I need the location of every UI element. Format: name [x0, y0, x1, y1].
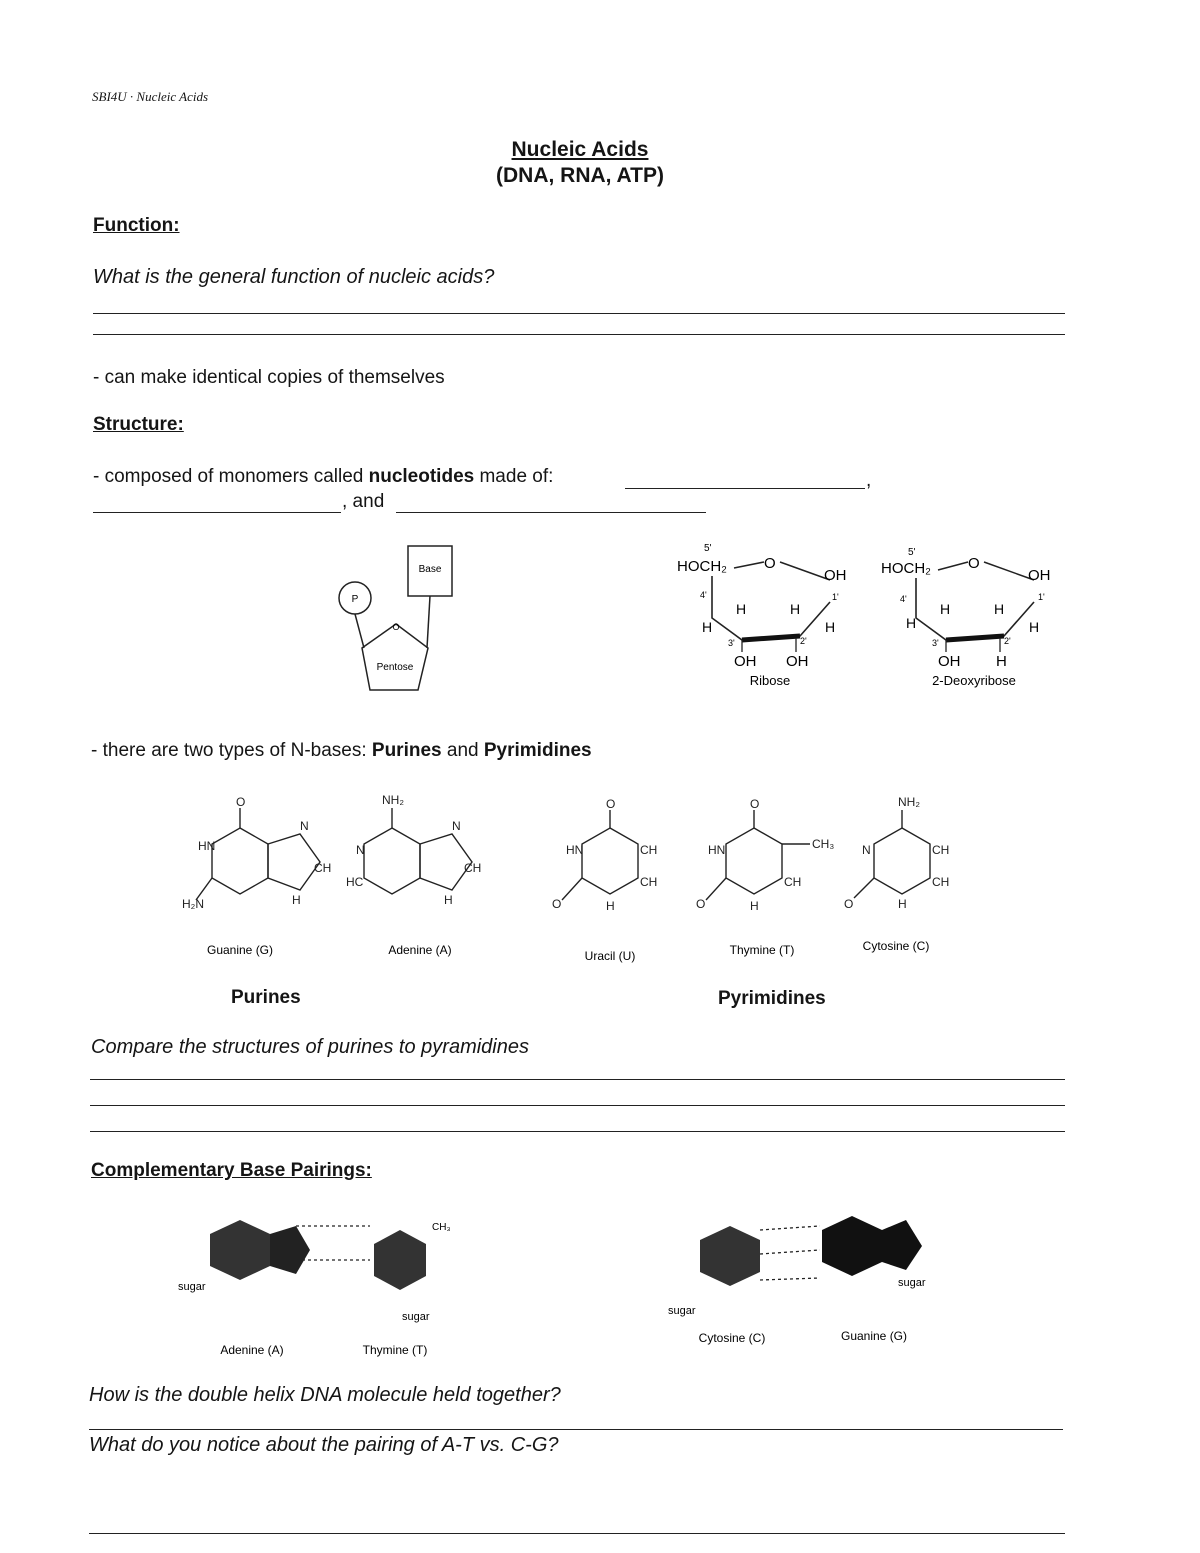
svg-text:O: O [696, 897, 706, 911]
svg-text:H: H [750, 899, 759, 913]
structure-heading: Structure: [93, 414, 184, 435]
cg-pair-diagram [660, 1190, 950, 1365]
svg-text:H: H [444, 893, 453, 907]
pyrimidines-group-label: Pyrimidines [718, 988, 826, 1009]
svg-text:H: H [292, 893, 301, 907]
svg-text:O: O [968, 555, 980, 572]
nbases-and: and [441, 740, 484, 761]
svg-text:O: O [552, 897, 562, 911]
and-text: , and [342, 491, 385, 512]
svg-text:CH: CH [932, 843, 950, 857]
svg-text:H: H [1029, 619, 1040, 635]
at-pair-diagram [170, 1190, 460, 1365]
svg-text:HOCH₂: HOCH₂ [881, 560, 931, 577]
svg-text:CH: CH [314, 861, 332, 875]
svg-text:5': 5' [704, 543, 712, 554]
pairing-question: What do you notice about the pairing of A-T vs. C-G? [89, 1434, 559, 1456]
blank-1[interactable] [625, 488, 865, 489]
blank-3[interactable] [396, 512, 706, 513]
svg-text:CH: CH [784, 875, 802, 889]
svg-text:H: H [790, 601, 801, 617]
svg-text:O: O [606, 797, 616, 811]
svg-text:1': 1' [832, 592, 839, 602]
answer-line[interactable] [93, 334, 1065, 335]
svg-text:N: N [452, 819, 461, 833]
cytosine-label: Cytosine (C) [862, 939, 930, 953]
answer-line[interactable] [89, 1533, 1065, 1534]
purines-group-label: Purines [231, 987, 301, 1008]
svg-text:OH: OH [824, 567, 847, 584]
ribose-structure [672, 540, 862, 690]
svg-text:CH: CH [932, 875, 950, 889]
svg-text:CH: CH [640, 875, 658, 889]
helix-question: How is the double helix DNA molecule held together? [89, 1384, 561, 1406]
svg-text:HN: HN [198, 839, 216, 853]
uracil-label: Uracil (U) [584, 949, 636, 963]
svg-text:H: H [736, 601, 747, 617]
svg-text:O: O [844, 897, 854, 911]
svg-text:N: N [862, 843, 871, 857]
svg-text:sugar: sugar [178, 1281, 206, 1293]
nucleotide-diagram [330, 538, 460, 698]
course-header: SBI4U · Nucleic Acids [92, 89, 209, 104]
structure-sentence-start: - composed of monomers called [93, 466, 369, 487]
svg-text:CH₃: CH₃ [432, 1222, 451, 1233]
svg-text:sugar: sugar [402, 1311, 430, 1323]
svg-text:4': 4' [700, 590, 707, 600]
svg-text:H: H [906, 615, 917, 631]
answer-line[interactable] [90, 1105, 1065, 1106]
svg-text:H: H [898, 897, 907, 911]
svg-text:OH: OH [938, 653, 961, 670]
deoxyribose-structure [876, 540, 1066, 690]
blank-2[interactable] [93, 512, 341, 513]
svg-text:O: O [764, 555, 776, 572]
svg-text:H: H [940, 601, 951, 617]
svg-text:3': 3' [728, 638, 735, 648]
pyrimidines-keyword: Pyrimidines [483, 740, 592, 761]
svg-text:CH: CH [640, 843, 658, 857]
svg-text:HN: HN [566, 843, 584, 857]
answer-line[interactable] [89, 1429, 1063, 1430]
svg-text:5': 5' [908, 547, 916, 558]
nbase-structures [160, 790, 980, 970]
svg-text:4': 4' [900, 594, 907, 604]
pentose-ring [362, 624, 428, 690]
deoxyribose-label: 2-Deoxyribose [932, 673, 1016, 688]
svg-text:H: H [996, 653, 1007, 670]
svg-text:2': 2' [1004, 636, 1011, 646]
svg-text:OH: OH [734, 653, 757, 670]
page-title: Nucleic Acids [511, 138, 649, 161]
page-subtitle: (DNA, RNA, ATP) [496, 164, 664, 187]
svg-text:H: H [702, 619, 713, 635]
pentose-label: Pentose [376, 662, 414, 673]
svg-text:N: N [300, 819, 309, 833]
compare-question: Compare the structures of purines to pyramidines [91, 1036, 529, 1058]
function-question: What is the general function of nucleic acids? [93, 266, 495, 288]
cytosine-pair-label: Cytosine (C) [698, 1331, 766, 1345]
thymine-pair-label: Thymine (T) [362, 1343, 428, 1357]
structure-sentence [93, 466, 553, 488]
svg-text:OH: OH [786, 653, 809, 670]
guanine-label: Guanine (G) [206, 943, 274, 957]
svg-text:NH₂: NH₂ [898, 795, 920, 809]
adenine-label: Adenine (A) [388, 943, 452, 957]
pairing-heading: Complementary Base Pairings: [91, 1160, 372, 1181]
svg-text:O: O [236, 795, 246, 809]
svg-text:H: H [994, 601, 1005, 617]
svg-text:sugar: sugar [898, 1277, 926, 1289]
thymine-label: Thymine (T) [729, 943, 795, 957]
svg-text:H₂N: H₂N [182, 897, 204, 911]
svg-text:OH: OH [1028, 567, 1051, 584]
svg-text:N: N [356, 843, 365, 857]
nbases-sentence-start: - there are two types of N-bases: [91, 740, 372, 761]
svg-text:O: O [392, 622, 400, 632]
answer-line[interactable] [90, 1079, 1065, 1080]
svg-text:H: H [825, 619, 836, 635]
ribose-label: Ribose [749, 673, 791, 688]
structure-sentence-end: made of: [474, 466, 554, 487]
svg-text:O: O [750, 797, 760, 811]
answer-line[interactable] [93, 313, 1065, 314]
svg-text:NH₂: NH₂ [382, 793, 404, 807]
svg-text:sugar: sugar [668, 1305, 696, 1317]
nbases-sentence [91, 740, 592, 762]
base-label: Base [418, 564, 442, 575]
purines-keyword: Purines [371, 740, 442, 761]
svg-text:1': 1' [1038, 592, 1045, 602]
svg-text:2': 2' [800, 636, 807, 646]
guanine-pair-label: Guanine (G) [840, 1329, 908, 1343]
function-heading: Function: [93, 215, 180, 236]
svg-text:CH₃: CH₃ [812, 837, 835, 851]
function-note: - can make identical copies of themselves [93, 367, 445, 388]
svg-text:HOCH₂: HOCH₂ [677, 558, 727, 575]
svg-text:H: H [606, 899, 615, 913]
svg-text:CH: CH [464, 861, 482, 875]
nucleotides-keyword: nucleotides [368, 466, 475, 487]
phosphate-label: P [351, 594, 359, 605]
svg-text:HC: HC [346, 875, 364, 889]
svg-text:3': 3' [932, 638, 939, 648]
adenine-pair-label: Adenine (A) [220, 1343, 284, 1357]
svg-text:HN: HN [708, 843, 726, 857]
answer-line[interactable] [90, 1131, 1065, 1132]
